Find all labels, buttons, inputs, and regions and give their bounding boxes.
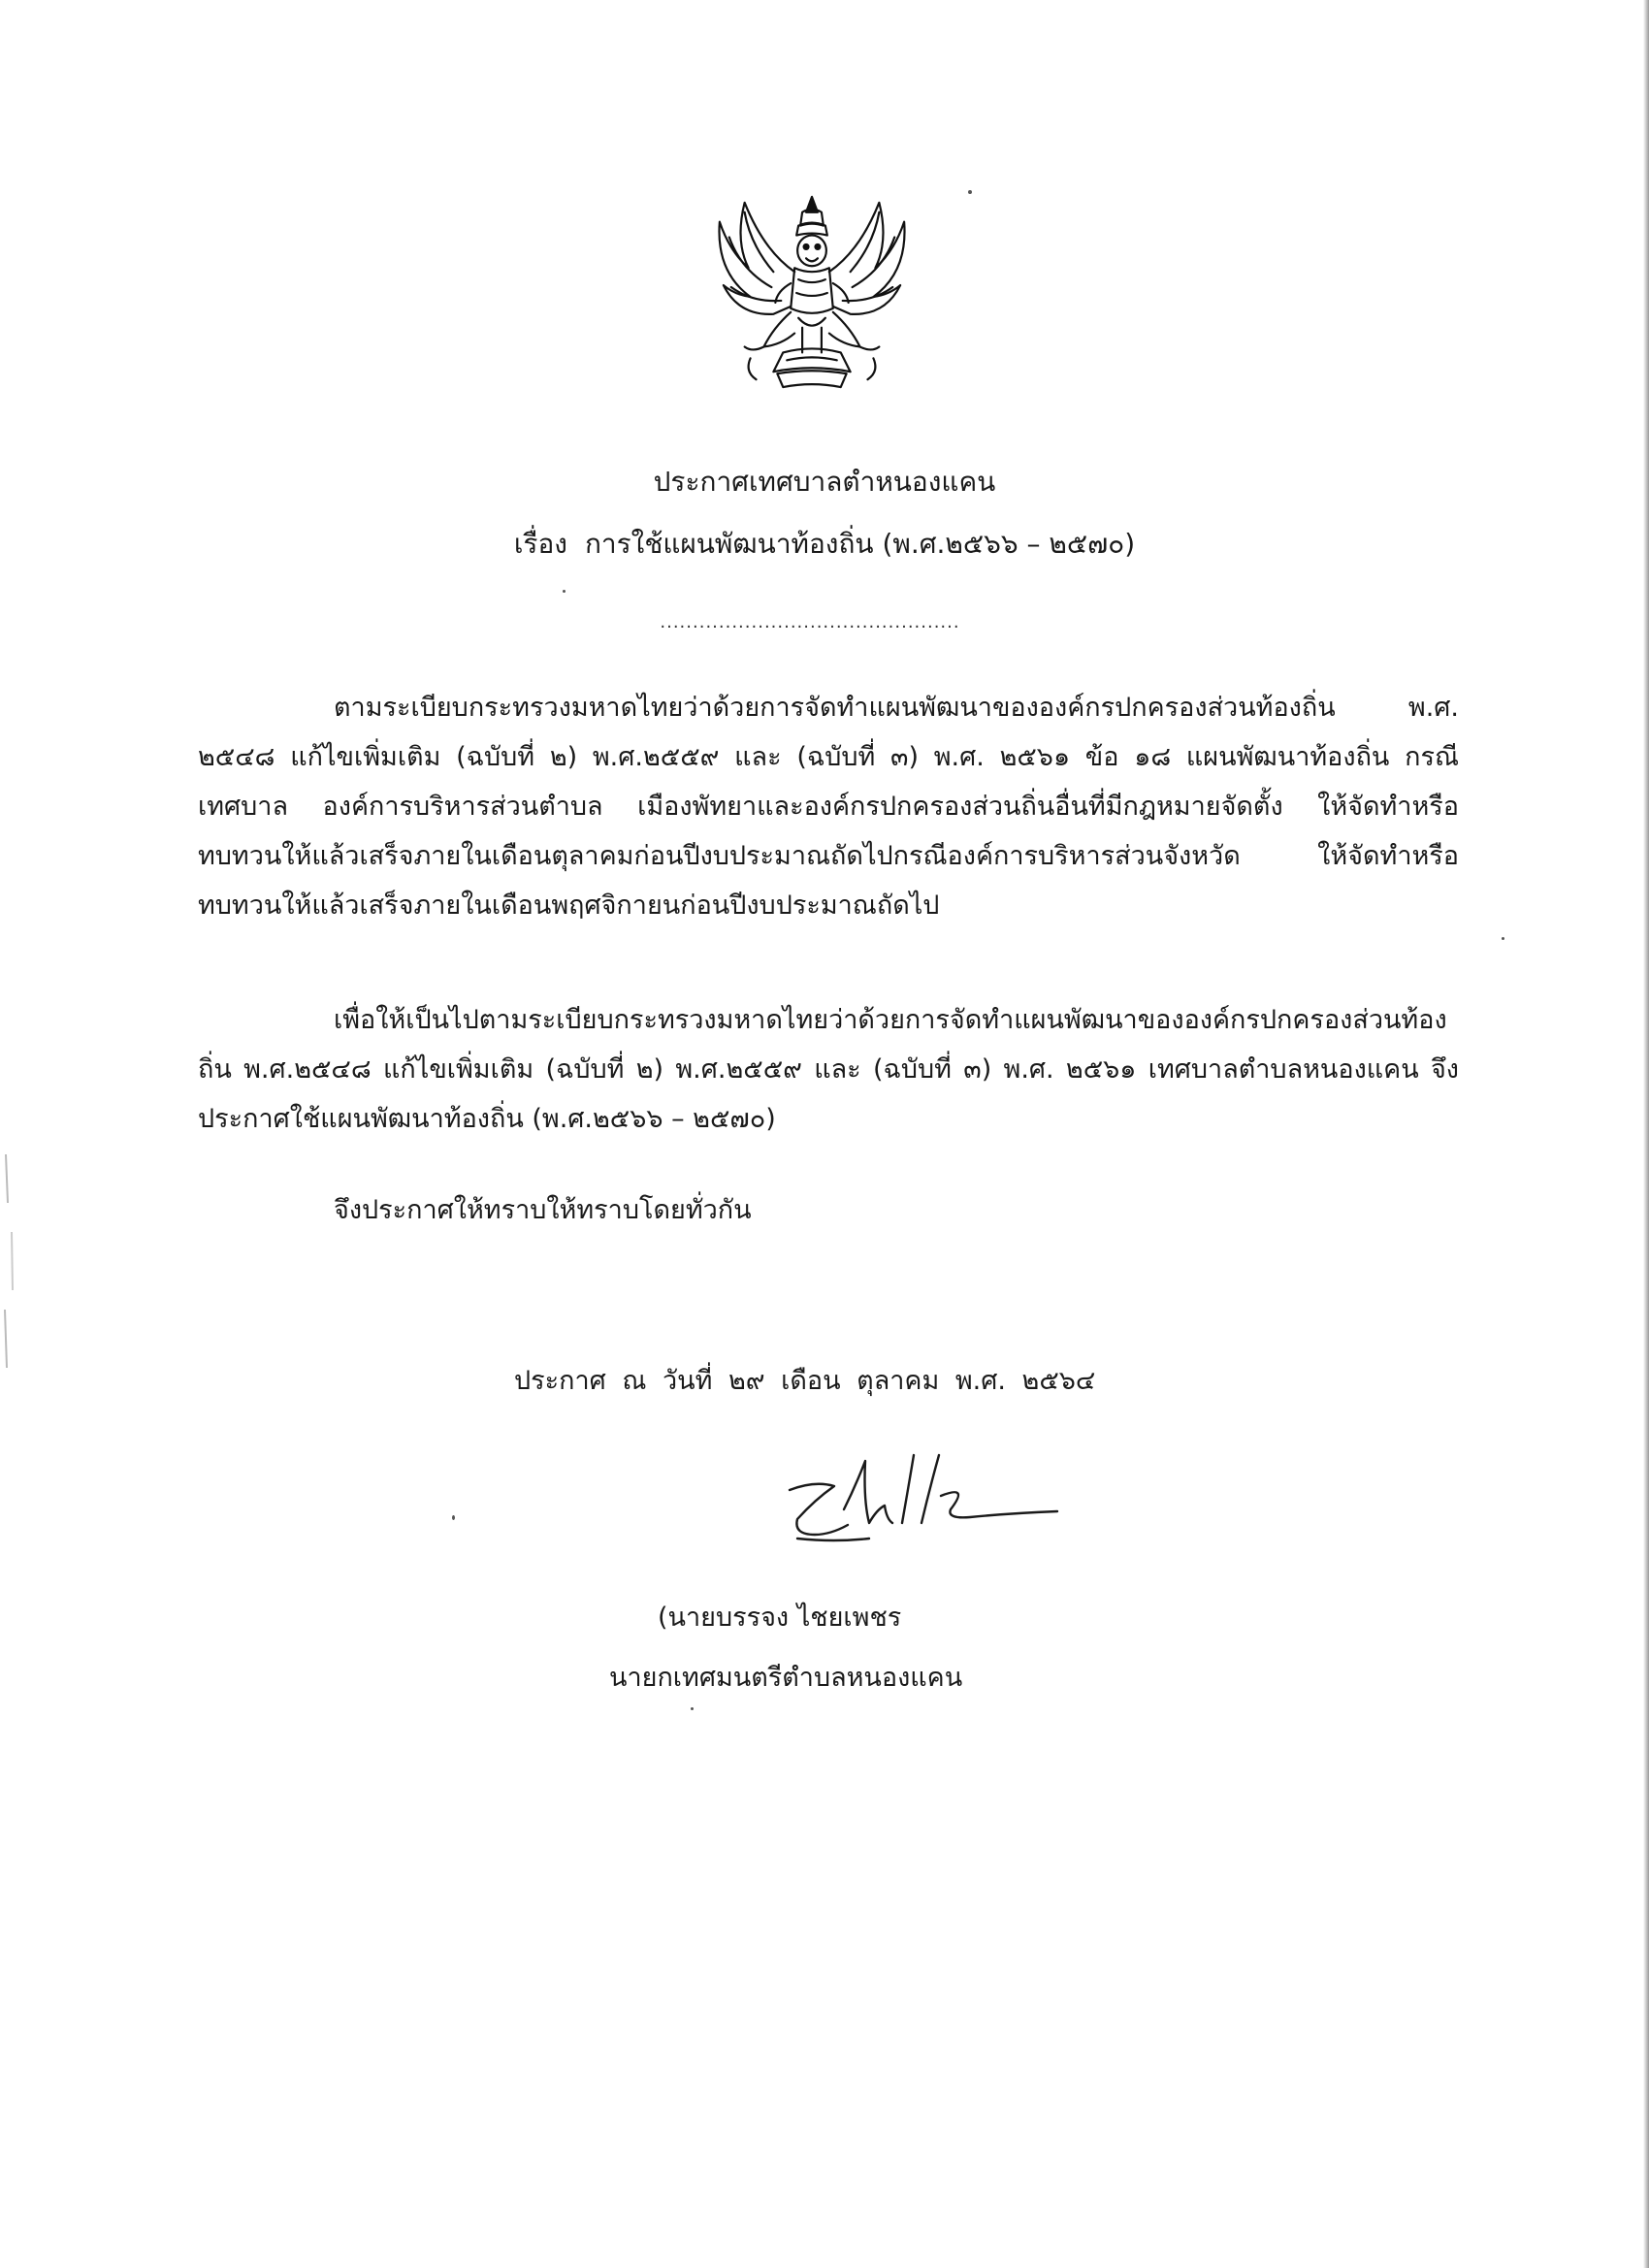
body-paragraph-2-text: เพื่อให้เป็นไปตามระเบียบกระทรวงมหาดไทยว่าด้วยการจัดทำแผนพัฒนาขององค์กรปกครองส่วนท้องถิ่น พ.ศ.๒๕๔๘ แก้ไขเพิ่มเติม (ฉบับที่ ๒) พ.ศ.๒๕๕๙ และ (ฉบับที่ ๓) พ.ศ. ๒๕๖๑ เทศบาลตำบลหนองแคน จึงประกาศใช้แผนพัฒนาท้องถิ่น (พ.ศ.๒๕๖๖ – ๒๕๗๐)	[198, 1005, 1459, 1134]
handwritten-signature	[776, 1442, 1067, 1558]
body-paragraph-3	[198, 1185, 1459, 1235]
announcement-date: ประกาศ ณ วันที่ ๒๙ เดือน ตุลาคม พ.ศ. ๒๕๖๔	[514, 1366, 1096, 1396]
body-paragraph-3-text: จึงประกาศให้ทราบให้ทราบโดยทั่วกัน	[334, 1195, 752, 1225]
body-paragraph-1-text: ตามระเบียบกระทรวงมหาดไทยว่าด้วยการจัดทำแผนพัฒนาขององค์กรปกครองส่วนท้องถิ่น พ.ศ. ๒๕๔๘ แก้ไขเพิ่มเติม (ฉบับที่ ๒) พ.ศ.๒๕๕๙ และ (ฉบับที่ ๓) พ.ศ. ๒๕๖๑ ข้อ ๑๘ แผนพัฒนาท้องถิ่น กรณีเทศบาล องค์การบริหารส่วนตำบล เมืองพัทยาและองค์กรปกครองส่วนถิ่นอื่นที่มีกฎหมายจัดตั้ง ให้จัดทำหรือทบทวนให้แล้วเสร็จภายในเดือนตุลาคมก่อนปีงบประมาณถัดไปกรณีองค์การบริหารส่วนจังหวัด ให้จัดทำหรือทบทวนให้แล้วเสร็จภายในเดือนพฤศจิกายนก่อนปีงบประมาณถัดไป	[198, 693, 1459, 921]
scan-speck	[968, 190, 972, 194]
document-subject	[0, 525, 1649, 564]
signer-name: (นายบรรจง ไชยเพชร	[658, 1603, 902, 1633]
document-title: ประกาศเทศบาลตำหนองแคน	[653, 466, 996, 498]
body-paragraph-2	[198, 995, 1459, 1144]
scan-edge-marks	[0, 1145, 29, 1377]
scan-speck	[691, 1707, 694, 1710]
scan-speck	[563, 590, 566, 593]
scan-speck	[452, 1515, 455, 1520]
scan-edge-shadow	[1643, 0, 1649, 2268]
scan-speck	[1502, 937, 1504, 940]
title-divider: ..............................................	[660, 612, 960, 632]
signer-position: นายกเทศมนตรีตำบลหนองแคน	[609, 1663, 963, 1693]
subject-label: เรื่อง	[513, 528, 567, 560]
garuda-emblem-icon	[706, 182, 918, 401]
subject-text: การใช้แผนพัฒนาท้องถิ่น (พ.ศ.๒๕๖๖ – ๒๕๗๐)	[584, 528, 1136, 560]
body-paragraph-1	[198, 683, 1459, 930]
